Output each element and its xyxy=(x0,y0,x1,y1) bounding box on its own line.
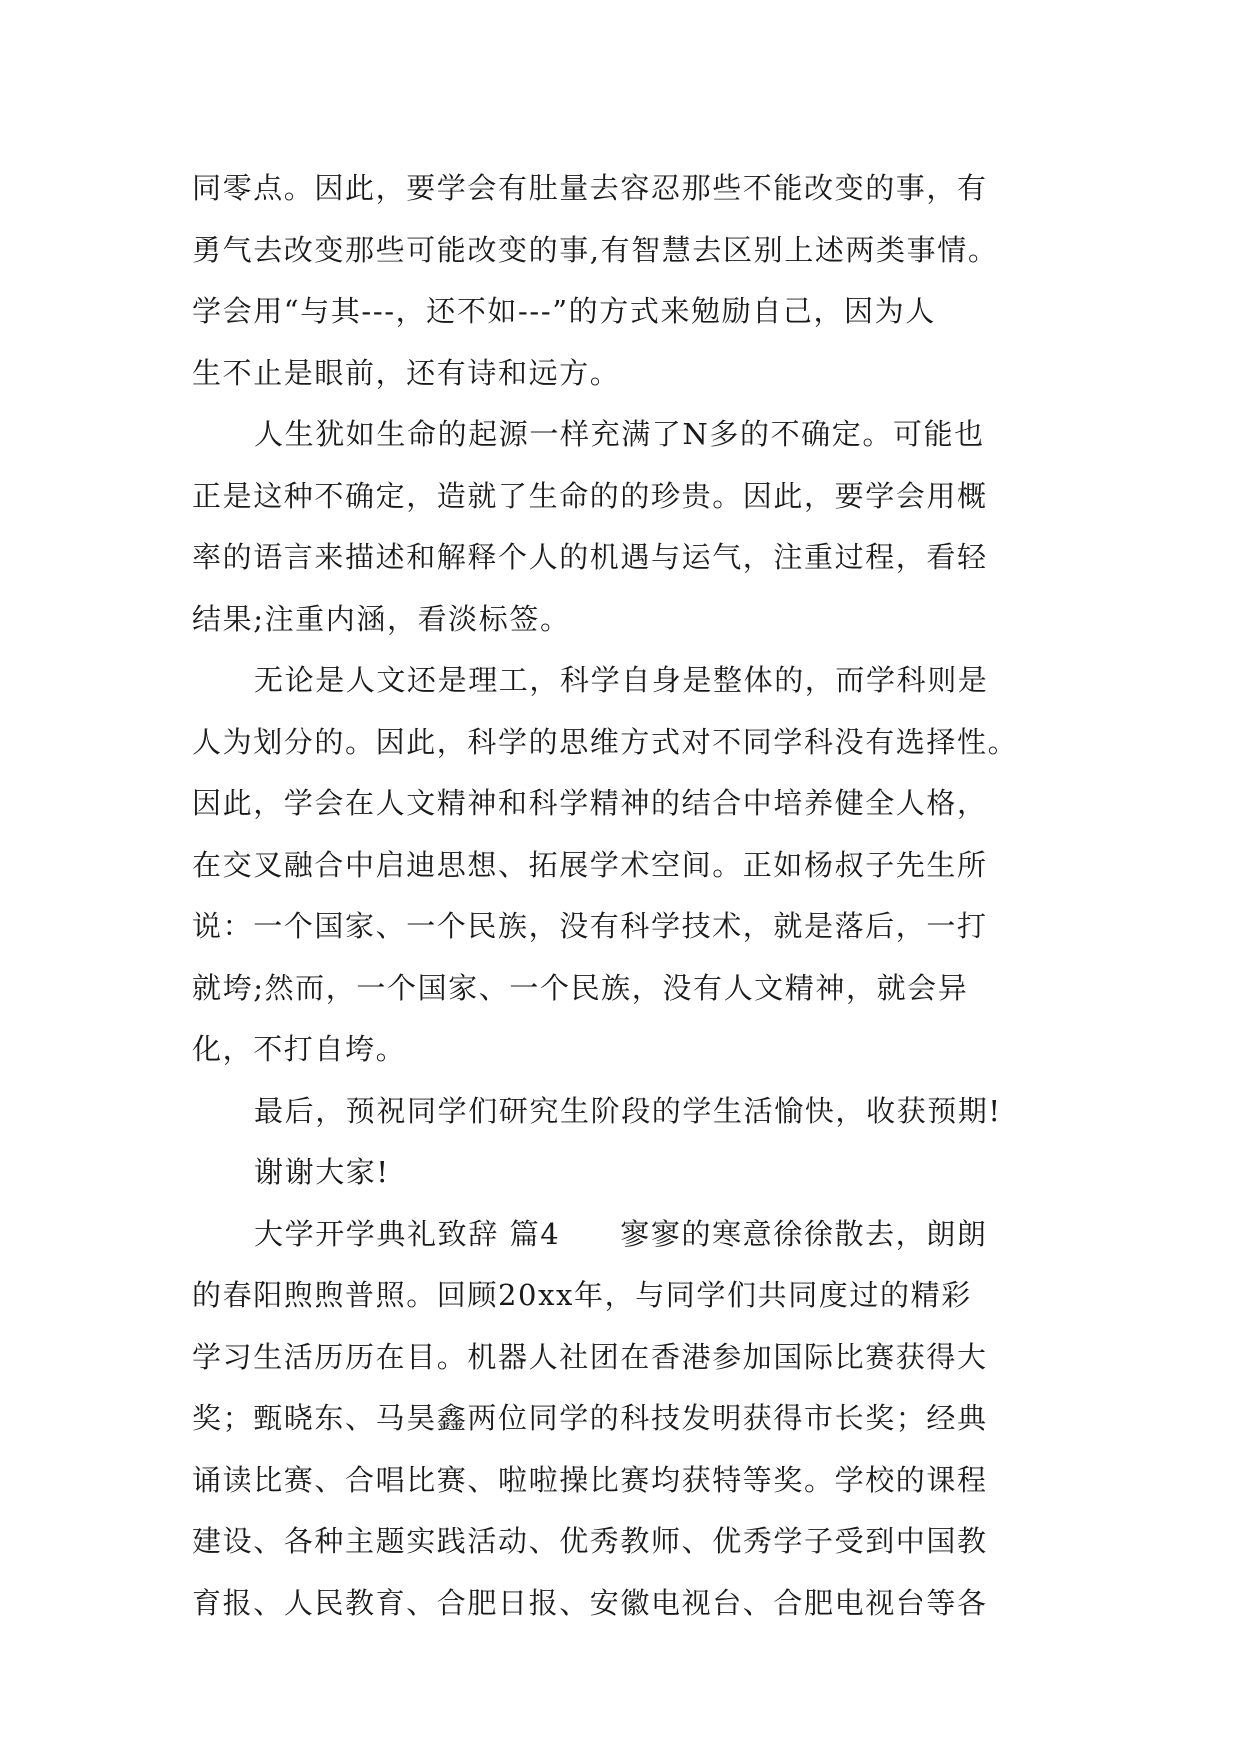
text-line: 就垮;然而，一个国家、一个民族，没有人文精神，就会异 xyxy=(192,970,969,1005)
text-line: 正是这种不确定，造就了生命的的珍贵。因此，要学会用概 xyxy=(192,478,988,513)
section-heading-line xyxy=(192,1204,1052,1266)
text-line: 在交叉融合中启迪思想、拓展学术空间。正如杨叔子先生所 xyxy=(192,847,988,882)
section-heading: 大学开学典礼致辞 篇4 xyxy=(254,1216,561,1251)
text-line: 同零点。因此，要学会有肚量去容忍那些不能改变的事，有 xyxy=(192,171,988,205)
document-body xyxy=(192,158,1052,1634)
text-line: 说：一个国家、一个民族，没有科学技术，就是落后，一打 xyxy=(192,909,988,943)
paragraph-first-line: 无论是人文还是理工，科学自身是整体的，而学科则是 xyxy=(254,663,989,697)
text-line: 人为划分的。因此，科学的思维方式对不同学科没有选择性。 xyxy=(192,724,1019,759)
text-line: 结果;注重内涵，看淡标签。 xyxy=(192,601,571,636)
text-line: 育报、人民教育、合肥日报、安徽电视台、合肥电视台等各 xyxy=(192,1585,988,1620)
paragraph-first-line: 最后，预祝同学们研究生阶段的学生活愉快，收获预期! xyxy=(254,1093,1002,1128)
text-line: 因此，学会在人文精神和科学精神的结合中培养健全人格， xyxy=(192,786,988,820)
text-line: 建设、各种主题实践活动、优秀教师、优秀学子受到中国教 xyxy=(192,1524,988,1558)
text-line: 学习生活历历在目。机器人社团在香港参加国际比赛获得大 xyxy=(192,1339,988,1374)
text-line: 学会用“与其---，还不如---”的方式来勉励自己，因为人 xyxy=(192,294,936,328)
section-first-line-rest: 寥寥的寒意徐徐散去，朗朗 xyxy=(620,1216,988,1251)
text-line: 生不止是眼前，还有诗和远方。 xyxy=(192,355,621,390)
closing-line: 谢谢大家! xyxy=(254,1155,390,1189)
text-line: 的春阳煦煦普照。回顾20xx年，与同学们共同度过的精彩 xyxy=(192,1278,972,1312)
text-line: 化，不打自垮。 xyxy=(192,1032,407,1066)
text-line: 诵读比赛、合唱比赛、啦啦操比赛均获特等奖。学校的课程 xyxy=(192,1462,988,1497)
paragraph-first-line: 人生犹如生命的起源一样充满了N多的不确定。可能也 xyxy=(254,417,985,451)
text-line: 奖；甄晓东、马昊鑫两位同学的科技发明获得市长奖；经典 xyxy=(192,1401,988,1435)
text-line: 率的语言来描述和解释个人的机遇与运气，注重过程，看轻 xyxy=(192,540,988,574)
text-line: 勇气去改变那些可能改变的事,有智慧去区别上述两类事情。 xyxy=(192,232,999,267)
